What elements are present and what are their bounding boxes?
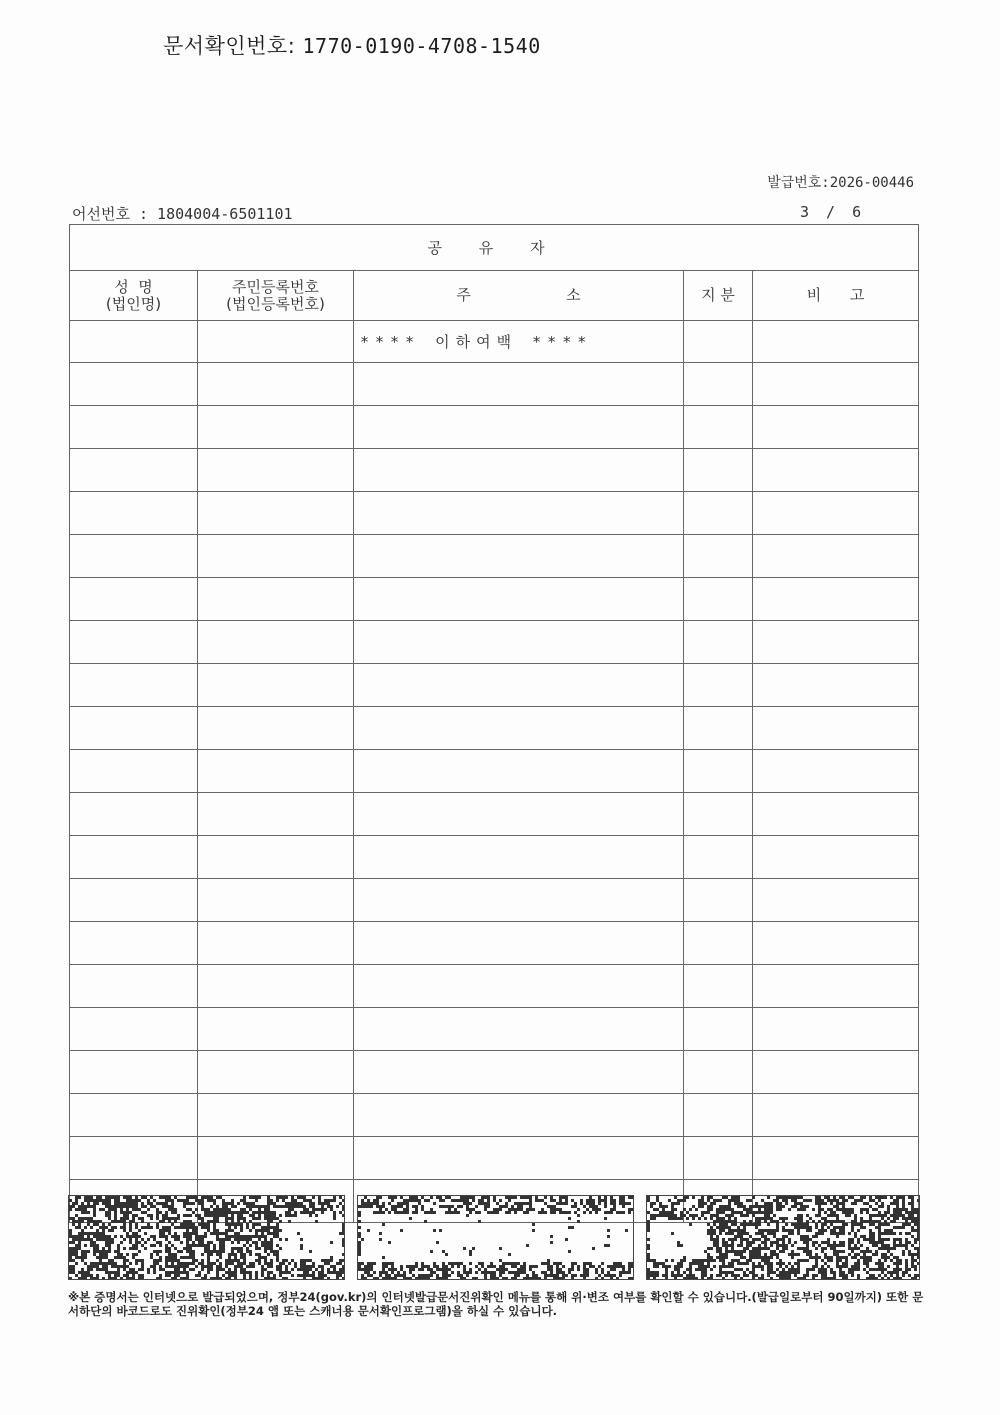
cell-registration (198, 449, 354, 492)
cell-name (70, 406, 198, 449)
cell-address (354, 578, 684, 621)
cell-name (70, 1137, 198, 1180)
header-name (70, 271, 198, 321)
table-title: 공 유 자 (70, 225, 919, 271)
cell-remarks (753, 965, 919, 1008)
table-row (70, 836, 919, 879)
cell-registration (198, 1137, 354, 1180)
cell-remarks (753, 793, 919, 836)
table-row (70, 1051, 919, 1094)
issue-number: 발급번호:2026-00446 (767, 175, 914, 191)
header-name-line1: 성 명 (114, 277, 153, 296)
cell-address (354, 707, 684, 750)
table-row (70, 750, 919, 793)
cell-remarks (753, 363, 919, 406)
cell-remarks (753, 406, 919, 449)
cell-address (354, 363, 684, 406)
table-row (70, 578, 919, 621)
cell-registration (198, 836, 354, 879)
cell-name (70, 535, 198, 578)
cell-share (684, 1051, 753, 1094)
cell-name (70, 621, 198, 664)
cell-name (70, 836, 198, 879)
cell-address (354, 965, 684, 1008)
cell-address (354, 449, 684, 492)
cell-address (354, 922, 684, 965)
table-row (70, 406, 919, 449)
document-check-label: 문서확인번호: (163, 34, 296, 58)
cell-remarks (753, 922, 919, 965)
cell-address (354, 836, 684, 879)
cell-share (684, 578, 753, 621)
cell-remarks (753, 707, 919, 750)
cell-registration (198, 879, 354, 922)
cell-remarks (753, 535, 919, 578)
cell-name (70, 879, 198, 922)
cell-registration (198, 922, 354, 965)
cell-registration (198, 750, 354, 793)
cell-remarks (753, 1008, 919, 1051)
barcode-2 (357, 1195, 634, 1280)
cell-registration (198, 707, 354, 750)
table-row (70, 1137, 919, 1180)
cell-address (354, 664, 684, 707)
table-row (70, 965, 919, 1008)
cell-remarks (753, 621, 919, 664)
cell-remarks (753, 750, 919, 793)
document-check-number (163, 30, 541, 60)
cell-name (70, 707, 198, 750)
cell-share (684, 1008, 753, 1051)
cell-address (354, 621, 684, 664)
cell-share (684, 879, 753, 922)
table-row (70, 1094, 919, 1137)
table-row (70, 363, 919, 406)
cell-share (684, 406, 753, 449)
cell-name (70, 1051, 198, 1094)
table-row (70, 922, 919, 965)
barcode-3 (646, 1195, 920, 1280)
cell-share (684, 965, 753, 1008)
table-row (70, 664, 919, 707)
cell-name (70, 750, 198, 793)
cell-share (684, 707, 753, 750)
cell-address (354, 535, 684, 578)
table-row (70, 1008, 919, 1051)
cell-name (70, 492, 198, 535)
cell-registration (198, 321, 354, 363)
cell-name (70, 578, 198, 621)
cell-share (684, 621, 753, 664)
cell-remarks (753, 578, 919, 621)
table-row (70, 621, 919, 664)
cell-name (70, 1008, 198, 1051)
table-row (70, 793, 919, 836)
authenticity-notice: ※본 증명서는 인터넷으로 발급되었으며, 정부24(gov.kr)의 인터넷발급문서진위확인 메뉴를 통해 위·변조 여부를 확인할 수 있습니다.(발급일로부터 90일까지) 또한 문서하단의 바코드로도 진위확인(정부24 앱 또는 스캐너용 문서확인프로그램)을 하실 수 있습니다. (68, 1290, 924, 1318)
vessel-number: 어선번호 : 1804004-6501101 (72, 205, 293, 223)
cell-name (70, 922, 198, 965)
cell-share (684, 793, 753, 836)
cell-share (684, 1094, 753, 1137)
cell-share (684, 750, 753, 793)
cell-remarks (753, 836, 919, 879)
cell-registration (198, 965, 354, 1008)
cell-name (70, 321, 198, 363)
cell-remarks (753, 321, 919, 363)
cell-registration (198, 578, 354, 621)
table-row (70, 535, 919, 578)
cell-address (354, 1008, 684, 1051)
cell-name (70, 1094, 198, 1137)
header-reg-line1: 주민등록번호 (232, 277, 319, 296)
cell-share (684, 836, 753, 879)
cell-registration (198, 664, 354, 707)
cell-share (684, 664, 753, 707)
co-owner-table (69, 224, 919, 1223)
cell-remarks (753, 449, 919, 492)
cell-remarks (753, 664, 919, 707)
cell-address (354, 1137, 684, 1180)
cell-share (684, 922, 753, 965)
document-check-value: 1770-0190-4708-1540 (302, 34, 541, 58)
cell-name (70, 965, 198, 1008)
cell-registration (198, 621, 354, 664)
cell-address (354, 1094, 684, 1137)
table-row (70, 492, 919, 535)
cell-registration (198, 1008, 354, 1051)
page-number: 3 / 6 (800, 203, 862, 221)
cell-remarks (753, 1137, 919, 1180)
header-share: 지 분 (684, 271, 753, 321)
cell-share (684, 535, 753, 578)
cell-name (70, 664, 198, 707)
cell-remarks (753, 879, 919, 922)
cell-registration (198, 535, 354, 578)
cell-remarks (753, 492, 919, 535)
cell-address (354, 406, 684, 449)
cell-share (684, 492, 753, 535)
cell-registration (198, 492, 354, 535)
cell-share (684, 449, 753, 492)
cell-remarks (753, 1094, 919, 1137)
cell-registration (198, 793, 354, 836)
table-row (70, 879, 919, 922)
header-registration-number (198, 271, 354, 321)
cell-address (354, 1051, 684, 1094)
table-row (70, 707, 919, 750)
cell-registration (198, 1051, 354, 1094)
cell-name (70, 793, 198, 836)
header-remarks: 비 고 (753, 271, 919, 321)
cell-registration (198, 363, 354, 406)
barcode-1 (68, 1195, 345, 1280)
cell-name (70, 363, 198, 406)
header-address: 주 소 (354, 271, 684, 321)
cell-address (354, 879, 684, 922)
cell-address (354, 492, 684, 535)
cell-share (684, 1137, 753, 1180)
cell-address (354, 793, 684, 836)
cell-name (70, 449, 198, 492)
cell-registration (198, 1094, 354, 1137)
header-reg-line2: (법인등록번호) (226, 294, 325, 313)
table-row (70, 321, 919, 363)
cell-registration (198, 406, 354, 449)
end-of-entries-marker: **** 이하여백 **** (354, 321, 684, 363)
header-name-line2: (법인명) (105, 294, 162, 313)
cell-remarks (753, 1051, 919, 1094)
table-row (70, 449, 919, 492)
cell-address (354, 750, 684, 793)
cell-share (684, 321, 753, 363)
cell-share (684, 363, 753, 406)
